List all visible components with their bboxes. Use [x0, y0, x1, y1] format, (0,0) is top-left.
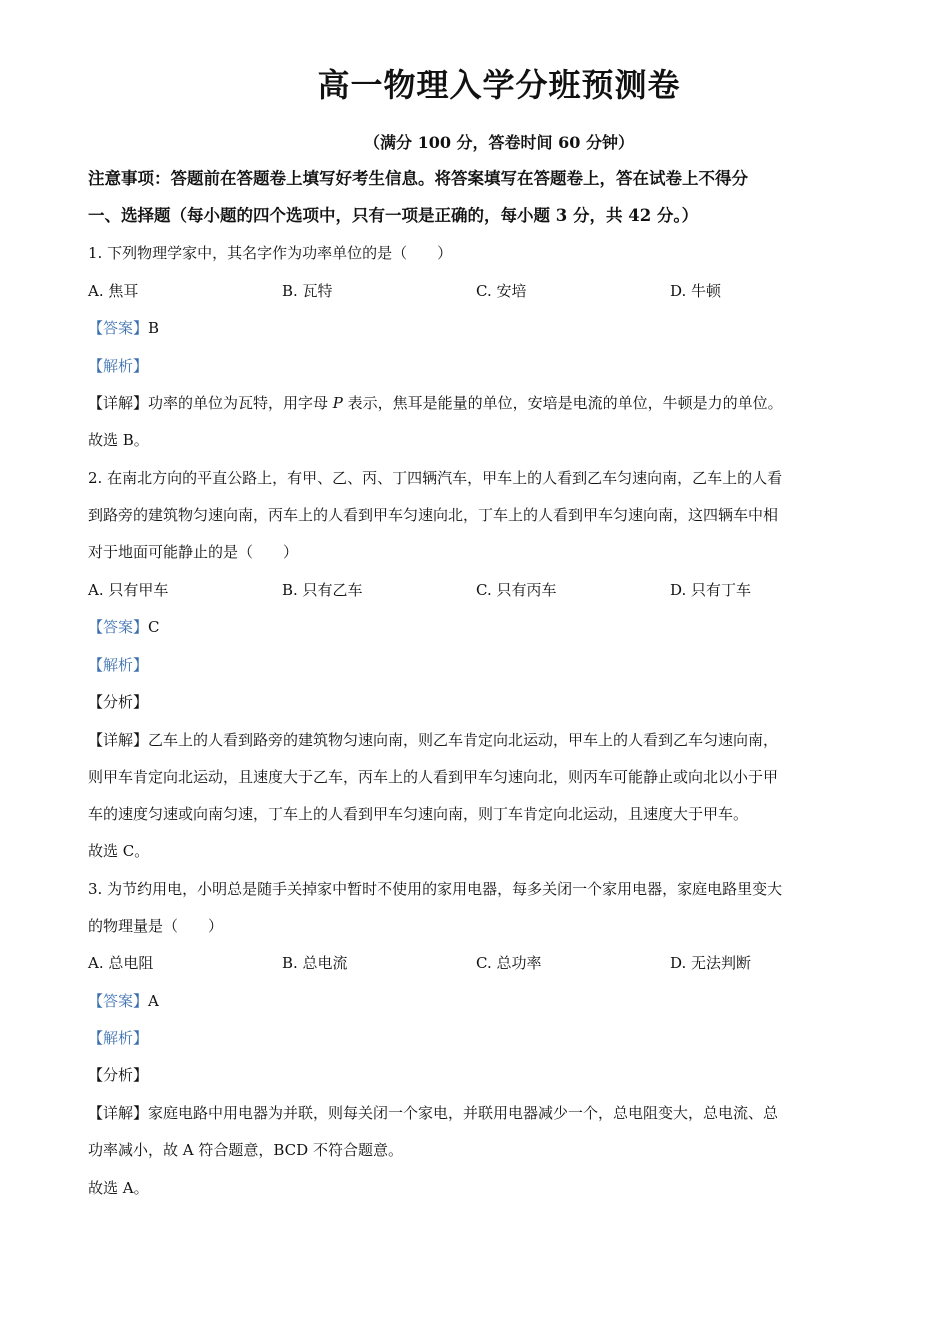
detail-text: 乙车上的人看到路旁的建筑物匀速向南，则乙车肯定向北运动，甲车上的人看到乙车匀速向南，: [148, 731, 779, 749]
answer-tag: 【答案】: [88, 319, 149, 337]
answer-tag: 【答案】: [88, 618, 149, 636]
detail-tag: 【详解】: [88, 731, 149, 749]
answer-value: A: [148, 992, 159, 1010]
option-c: C. 安培: [476, 282, 527, 300]
question-1-stem: 1. 下列物理学家中，其名字作为功率单位的是（ ）: [88, 244, 453, 262]
option-c: C. 总功率: [476, 954, 542, 972]
option-a: A. 只有甲车: [88, 581, 169, 599]
question-3-answer: [88, 991, 878, 1011]
question-2-detail-line: [88, 730, 878, 750]
question-1-detail: [88, 393, 878, 413]
question-2-analysis-tag: 【解析】: [88, 656, 149, 674]
question-1-analysis-tag: 【解析】: [88, 357, 149, 375]
exam-subtitle: （满分 100 分，答卷时间 60 分钟）: [364, 133, 634, 152]
question-3-analysis-tag: 【解析】: [88, 1029, 149, 1047]
answer-tag: 【答案】: [88, 992, 149, 1010]
detail-tag: 【详解】: [88, 394, 149, 412]
detail-text: 功率的单位为瓦特，用字母: [148, 394, 333, 412]
question-2-detail-line: 车的速度匀速或向南匀速，丁车上的人看到甲车匀速向南，则丁车肯定向北运动，且速度大于甲车。: [88, 805, 749, 823]
question-2-answer: [88, 617, 878, 637]
question-3-detail-line: [88, 1103, 878, 1123]
question-1-answer: [88, 318, 878, 338]
option-a: A. 焦耳: [88, 282, 139, 300]
detail-text: 表示，焦耳是能量的单位，安培是电流的单位，牛顿是力的单位。: [342, 394, 783, 412]
option-d: D. 牛顿: [670, 282, 722, 300]
detail-tag: 【详解】: [88, 1104, 149, 1122]
section-heading: 一、选择题（每小题的四个选项中，只有一项是正确的，每小题 3 分，共 42 分。）: [88, 206, 699, 225]
question-3-fenxi-tag: 【分析】: [88, 1066, 149, 1084]
option-b: B. 瓦特: [282, 282, 333, 300]
question-3-conclusion: 故选 A。: [88, 1179, 149, 1197]
notice-text: 注意事项：答题前在答题卷上填写好考生信息。将答案填写在答题卷上，答在试卷上不得分: [88, 169, 748, 188]
answer-value: B: [148, 319, 160, 337]
answer-value: C: [148, 618, 160, 636]
question-2-stem-line: 2. 在南北方向的平直公路上，有甲、乙、丙、丁四辆汽车，甲车上的人看到乙车匀速向南，乙车上的人看: [88, 469, 783, 487]
page-title: 高一物理入学分班预测卷: [317, 66, 681, 104]
question-1-conclusion: 故选 B。: [88, 431, 149, 449]
option-d: D. 只有丁车: [670, 581, 752, 599]
detail-text: 家庭电路中用电器为并联，则每关闭一个家电，并联用电器减少一个，总电阻变大，总电流、总: [148, 1104, 779, 1122]
option-b: B. 只有乙车: [282, 581, 363, 599]
question-2-stem-line: 到路旁的建筑物匀速向南，丙车上的人看到甲车匀速向北，丁车上的人看到甲车匀速向南，这四辆车中相: [88, 506, 779, 524]
question-3-detail-line: 功率减小，故 A 符合题意，BCD 不符合题意。: [88, 1141, 403, 1159]
question-3-stem-line: 的物理量是（ ）: [88, 917, 224, 935]
question-2-detail-line: 则甲车肯定向北运动，且速度大于乙车，丙车上的人看到甲车匀速向北，则丙车可能静止或向北以小于甲: [88, 768, 779, 786]
option-a: A. 总电阻: [88, 954, 154, 972]
option-d: D. 无法判断: [670, 954, 752, 972]
question-2-fenxi-tag: 【分析】: [88, 693, 149, 711]
detail-symbol: P: [332, 394, 343, 412]
question-2-stem-line: 对于地面可能静止的是（ ）: [88, 543, 299, 561]
question-3-stem-line: 3. 为节约用电，小明总是随手关掉家中暂时不使用的家用电器，每多关闭一个家用电器，家庭电路里变大: [88, 880, 783, 898]
option-b: B. 总电流: [282, 954, 348, 972]
question-2-conclusion: 故选 C。: [88, 842, 150, 860]
option-c: C. 只有丙车: [476, 581, 557, 599]
